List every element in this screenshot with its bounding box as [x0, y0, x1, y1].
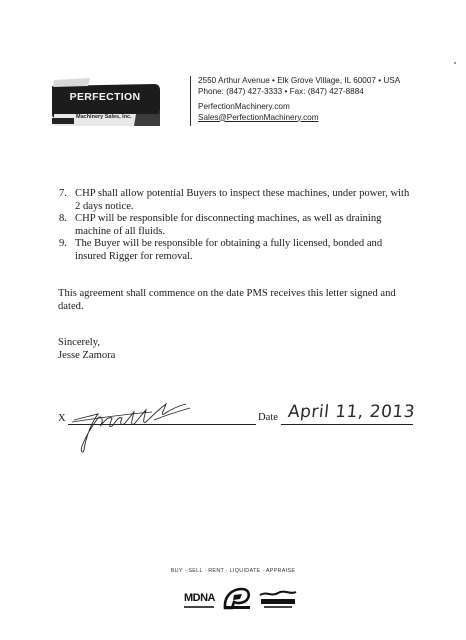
phone-fax-line: Phone: (847) 427-3333 • Fax: (847) 427-8884	[198, 86, 364, 96]
term-number: 9.	[59, 238, 67, 250]
scan-speck	[454, 62, 456, 64]
email-link[interactable]: Sales@PerfectionMachinery.com	[198, 112, 319, 122]
handwritten-date: April 11, 2013	[286, 402, 417, 422]
term-number: 7.	[59, 188, 67, 199]
term-item	[58, 188, 410, 213]
term-text: The Buyer will be responsible for obtaining a fully licensed, bonded and insured Rigger for removal.	[75, 238, 383, 262]
closing-block	[58, 337, 115, 362]
date-label: Date	[258, 412, 278, 423]
mdna-logo: MDNA	[184, 592, 215, 604]
contact-block	[198, 76, 400, 123]
date-line	[281, 424, 413, 425]
agreement-paragraph: This agreement shall commence on the date PMS receives this letter signed and dated.	[58, 288, 396, 312]
partner-logo-icon	[258, 589, 298, 611]
term-item	[58, 238, 410, 263]
logo-subtext: Machinery Sales, Inc.	[76, 114, 132, 120]
signature-line	[68, 424, 256, 425]
term-number: 8.	[59, 213, 67, 225]
signer-name: Jesse Zamora	[58, 349, 116, 361]
terms-list	[58, 188, 410, 264]
logo-wordmark: PERFECTION	[69, 91, 141, 103]
mdna-logo-underline	[184, 606, 214, 608]
address-line: 2550 Arthur Avenue • Elk Grove Village, IL 60007 • USA	[198, 76, 401, 85]
website-link[interactable]: PerfectionMachinery.com	[198, 102, 290, 111]
salutation: Sincerely,	[58, 337, 100, 348]
header-divider	[190, 76, 191, 126]
association-badge-icon	[222, 586, 252, 612]
term-text: CHP will be responsible for disconnecting machines, as well as draining machine of all fluids.	[75, 213, 382, 237]
footer-tagline: BUY · SELL · RENT · LIQUIDATE · APPRAISE	[170, 568, 296, 574]
signature-x-label: X	[58, 413, 66, 424]
term-text: CHP shall allow potential Buyers to inspect these machines, under power, with 2 days notice.	[75, 188, 410, 212]
term-item	[58, 213, 410, 238]
